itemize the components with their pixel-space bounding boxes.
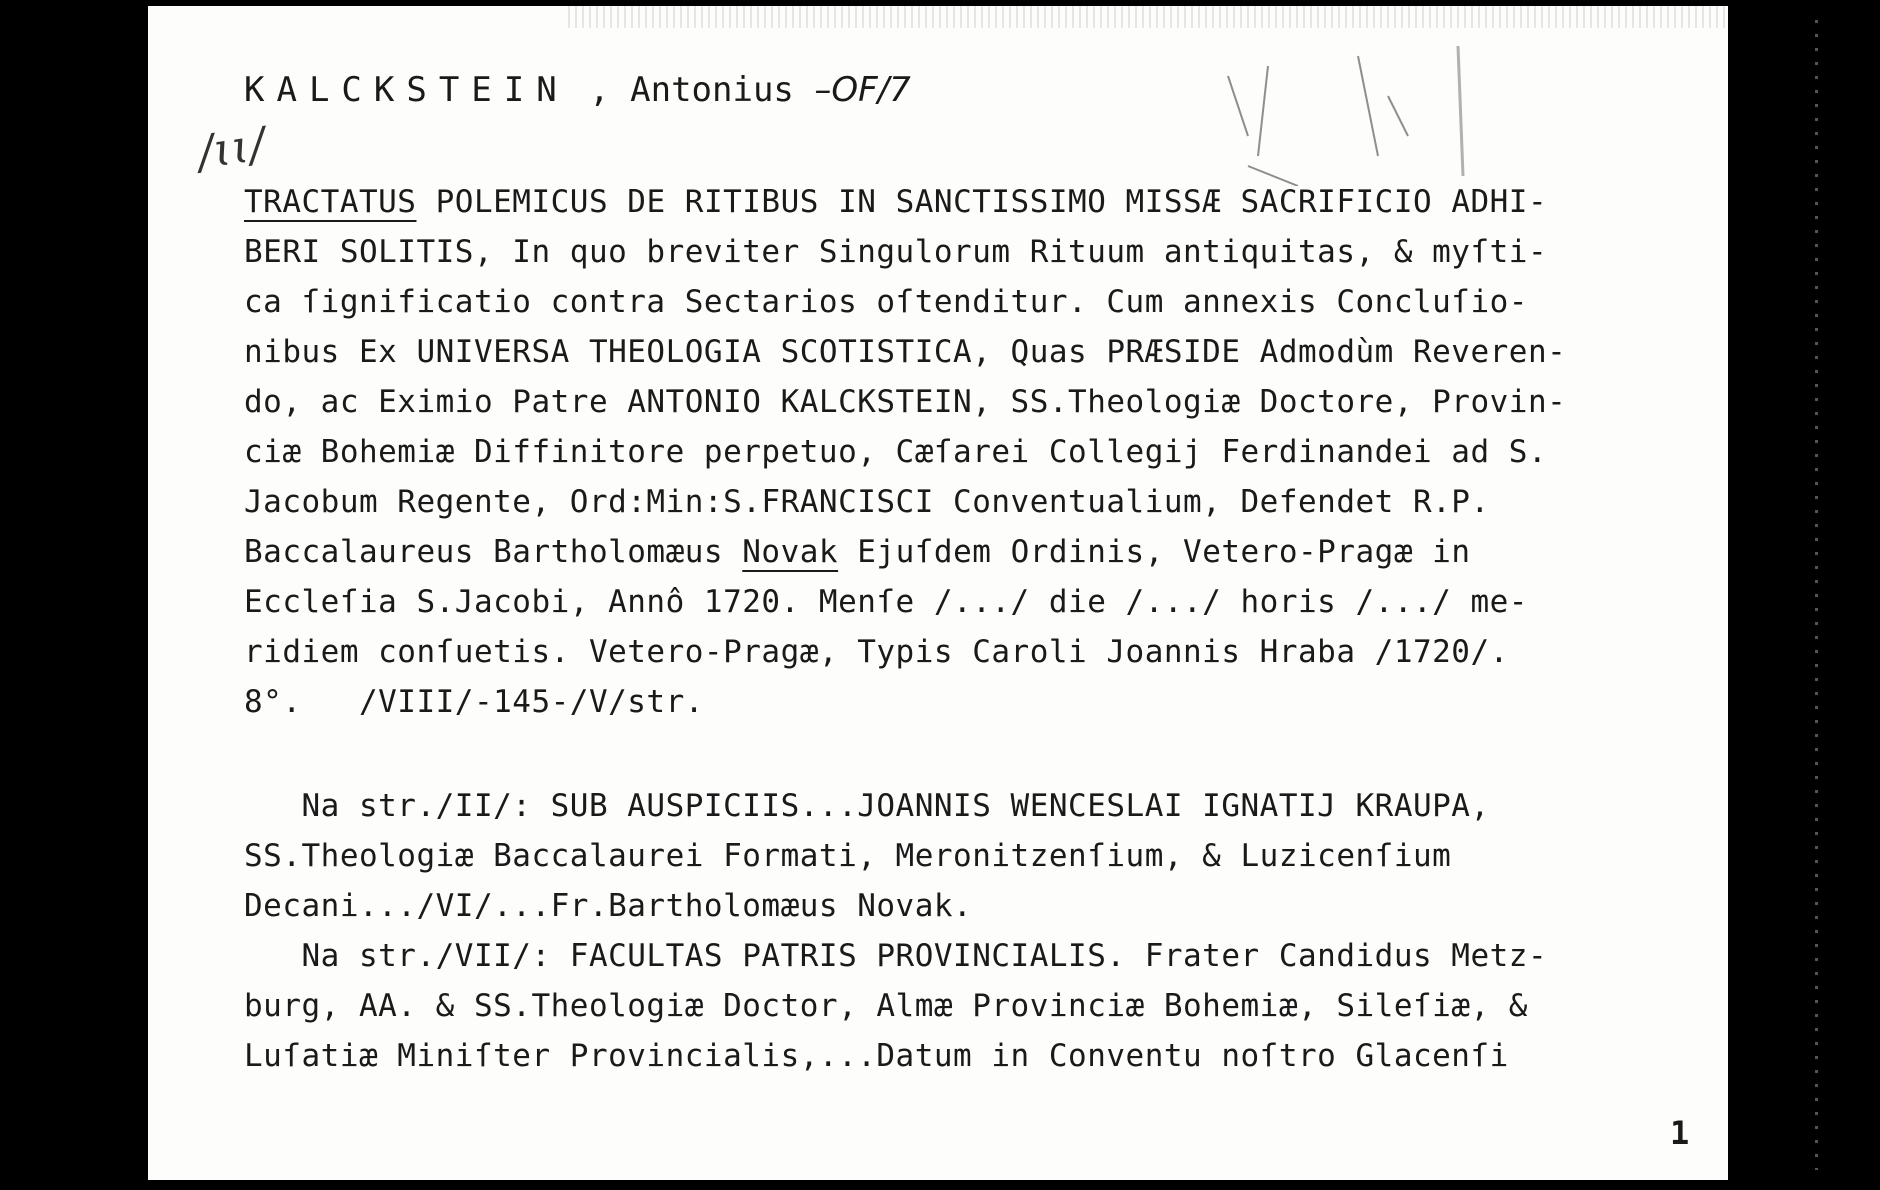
text-line-2: BERI SOLITIS, In quo breviter Singulorum Rituum antiquitas, & myſti- (244, 234, 1548, 270)
shelf-mark: –OF/7 (814, 70, 911, 110)
author-surname: KALCKSTEIN (244, 70, 569, 110)
heading-separator: , (568, 70, 631, 110)
text-line-3: ca ſignificatio contra Sectarios oſtenditur. Cum annexis Concluſio- (244, 284, 1528, 320)
text-line-10: ridiem conſuetis. Vetero-Pragæ, Typis Caroli Joannis Hraba /1720/. (244, 634, 1509, 670)
note-line-6: Luſatiæ Miniſter Provincialis,...Datum in Conventu noſtro Glacenſi (244, 1038, 1509, 1074)
card-heading (244, 68, 911, 112)
text-line-9: Eccleſia S.Jacobi, Annô 1720. Menſe /.../ die /.../ horis /.../ me- (244, 584, 1528, 620)
note-line-5: burg, AA. & SS.Theologiæ Doctor, Almæ Provinciæ Bohemiæ, Sileſiæ, & (244, 988, 1528, 1024)
margin-handwritten-mark: /ɩɩ/ (194, 116, 269, 180)
text-line-1: TRACTATUS POLEMICUS DE RITIBUS IN SANCTISSIMO MISSÆ SACRIFICIO ADHI- (244, 184, 1548, 220)
title-keyword: TRACTATUS (244, 184, 417, 220)
text-line-6: ciæ Bohemiæ Diffinitore perpetuo, Cæſarei Collegij Ferdinandei ad S. (244, 434, 1548, 470)
text-line-7: Jacobum Regente, Ord:Min:S.FRANCISCI Conventualium, Defendet R.P. (244, 484, 1490, 520)
scribble-mark (1208, 36, 1548, 186)
note-line-1: Na str./II/: SUB AUSPICIIS...JOANNIS WENCESLAI IGNATIJ KRAUPA, (244, 788, 1490, 824)
text-line-11: 8°. /VIII/-145-/V/str. (244, 684, 704, 720)
text-line-4: nibus Ex UNIVERSA THEOLOGIA SCOTISTICA, Quas PRÆSIDE Admodùm Reveren- (244, 334, 1567, 370)
text-line-5: do, ac Eximio Patre ANTONIO KALCKSTEIN, SS.Theologiæ Doctore, Provin- (244, 384, 1567, 420)
note-line-3: Decani.../VI/...Fr.Bartholomæus Novak. (244, 888, 973, 924)
note-line-2: SS.Theologiæ Baccalaurei Formati, Meronitzenſium, & Luzicenſium (244, 838, 1452, 874)
novak-name: Novak (742, 534, 839, 570)
catalog-card (148, 6, 1728, 1180)
page-number: 1 (1670, 1114, 1690, 1152)
scan-edge-dots (1815, 20, 1818, 1170)
author-given-name: Antonius (630, 70, 794, 110)
text-line-8: Baccalaureus Bartholomæus Novak Ejuſdem Ordinis, Vetero-Pragæ in (244, 534, 1471, 570)
scan-noise (568, 6, 1728, 28)
note-line-4: Na str./VII/: FACULTAS PATRIS PROVINCIALIS. Frater Candidus Metz- (244, 938, 1548, 974)
